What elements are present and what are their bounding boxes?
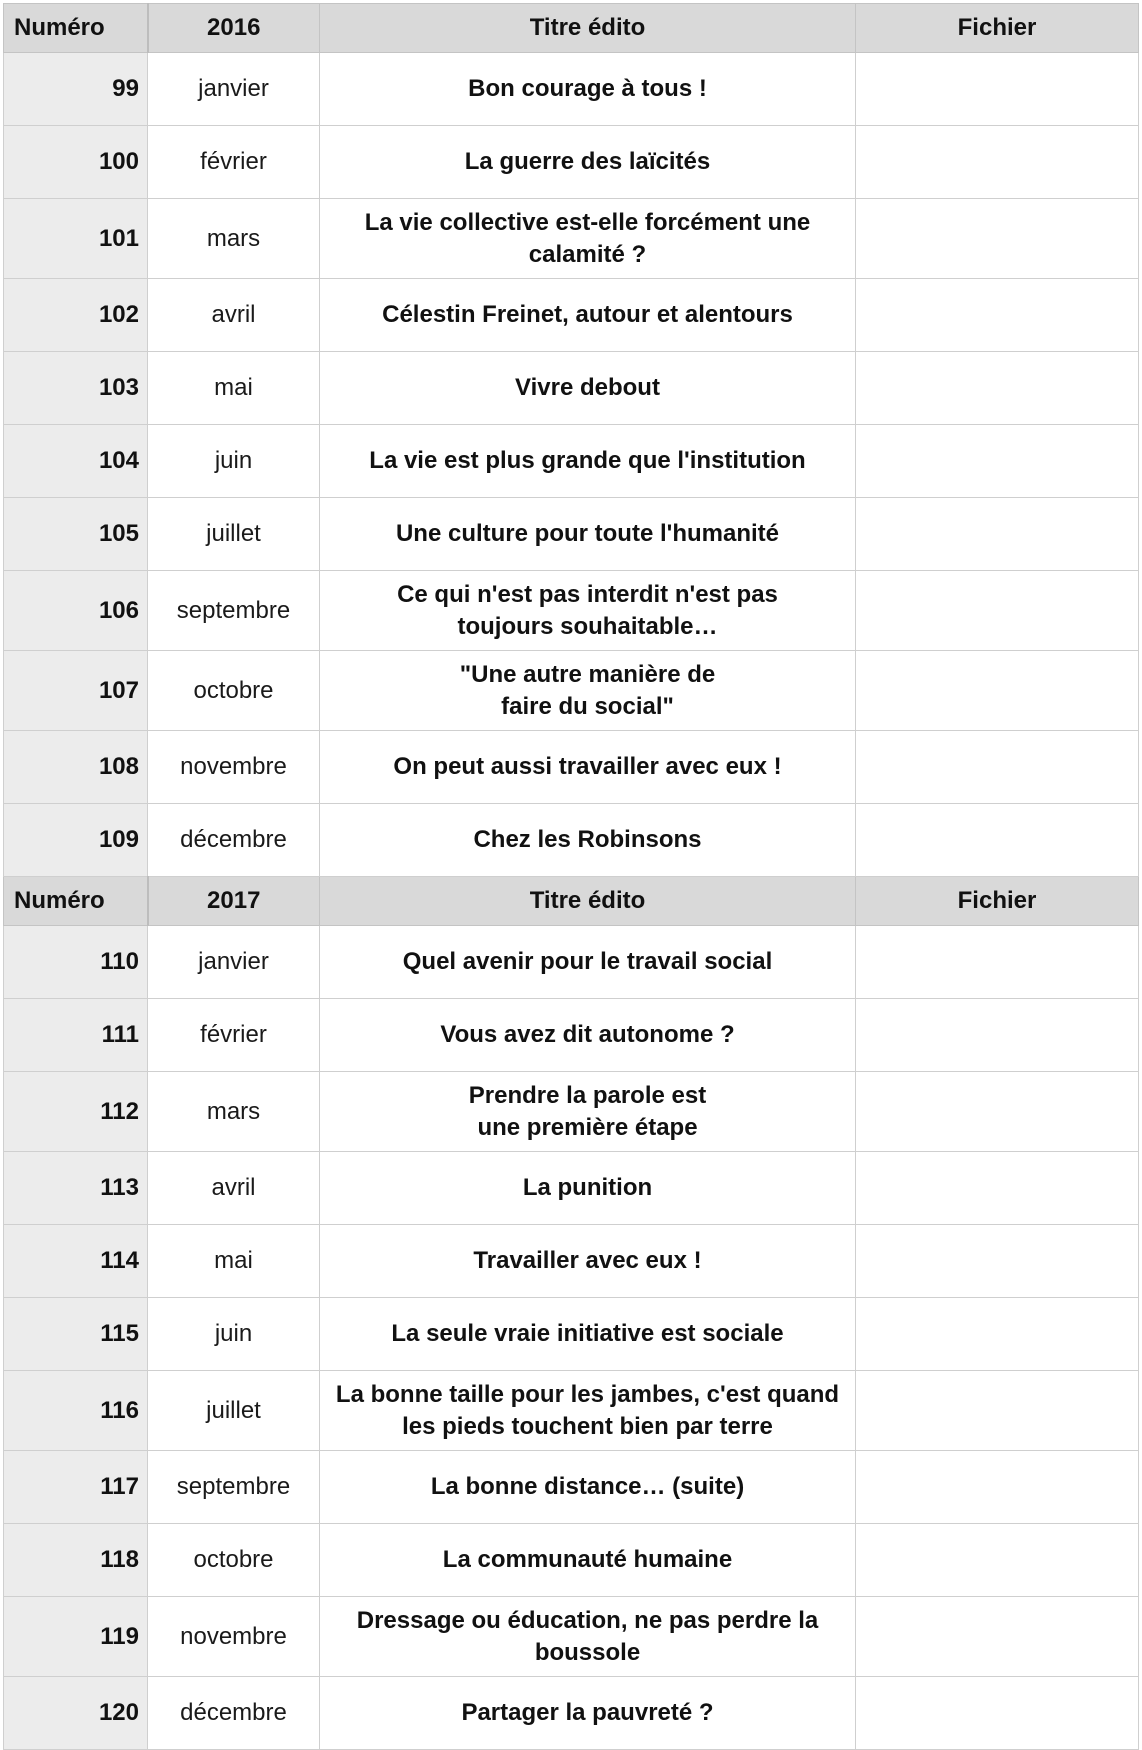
cell-title[interactable]: Chez les Robinsons [320, 804, 856, 877]
cell-file[interactable] [856, 53, 1139, 126]
table-row [4, 1524, 1139, 1597]
cell-month[interactable]: juin [148, 1298, 320, 1371]
cell-numero[interactable]: 115 [4, 1298, 148, 1371]
cell-title[interactable]: Quel avenir pour le travail social [320, 926, 856, 999]
cell-title[interactable]: Vivre debout [320, 352, 856, 425]
table-row [4, 571, 1139, 651]
edito-spreadsheet [3, 3, 1138, 1750]
cell-file[interactable] [856, 1298, 1139, 1371]
cell-file[interactable] [856, 498, 1139, 571]
table-row [4, 498, 1139, 571]
cell-numero[interactable]: 120 [4, 1677, 148, 1750]
cell-numero[interactable]: 116 [4, 1371, 148, 1451]
cell-title[interactable]: Dressage ou éducation, ne pas perdre la boussole [320, 1597, 856, 1677]
cell-month[interactable]: septembre [148, 1451, 320, 1524]
cell-month[interactable]: septembre [148, 571, 320, 651]
cell-file[interactable] [856, 999, 1139, 1072]
cell-file[interactable] [856, 279, 1139, 352]
cell-title[interactable]: Ce qui n'est pas interdit n'est pas toujours souhaitable… [320, 571, 856, 651]
edito-table [3, 3, 1139, 1750]
cell-numero[interactable]: 118 [4, 1524, 148, 1597]
table-row [4, 1451, 1139, 1524]
cell-file[interactable] [856, 1451, 1139, 1524]
header-year[interactable]: 2017 [148, 877, 320, 926]
cell-file[interactable] [856, 1524, 1139, 1597]
cell-file[interactable] [856, 1152, 1139, 1225]
cell-file[interactable] [856, 1677, 1139, 1750]
cell-title[interactable]: On peut aussi travailler avec eux ! [320, 731, 856, 804]
table-row [4, 1298, 1139, 1371]
table-row [4, 1152, 1139, 1225]
cell-title[interactable]: La punition [320, 1152, 856, 1225]
cell-month[interactable]: février [148, 126, 320, 199]
cell-month[interactable]: avril [148, 1152, 320, 1225]
header-year[interactable]: 2016 [148, 4, 320, 53]
table-row [4, 352, 1139, 425]
header-titre-edito[interactable]: Titre édito [320, 877, 856, 926]
cell-title[interactable]: Vous avez dit autonome ? [320, 999, 856, 1072]
table-row [4, 1072, 1139, 1152]
table-row [4, 926, 1139, 999]
cell-numero[interactable]: 114 [4, 1225, 148, 1298]
cell-file[interactable] [856, 199, 1139, 279]
cell-numero[interactable]: 109 [4, 804, 148, 877]
cell-numero[interactable]: 100 [4, 126, 148, 199]
header-fichier[interactable]: Fichier [856, 4, 1139, 53]
cell-numero[interactable]: 119 [4, 1597, 148, 1677]
cell-title[interactable]: La vie est plus grande que l'institution [320, 425, 856, 498]
table-row [4, 731, 1139, 804]
cell-numero[interactable]: 108 [4, 731, 148, 804]
cell-file[interactable] [856, 651, 1139, 731]
cell-file[interactable] [856, 425, 1139, 498]
cell-title[interactable]: Une culture pour toute l'humanité [320, 498, 856, 571]
cell-numero[interactable]: 106 [4, 571, 148, 651]
cell-month[interactable]: octobre [148, 1524, 320, 1597]
cell-numero[interactable]: 99 [4, 53, 148, 126]
cell-month[interactable]: janvier [148, 926, 320, 999]
cell-title[interactable]: Partager la pauvreté ? [320, 1677, 856, 1750]
cell-month[interactable]: juillet [148, 1371, 320, 1451]
cell-numero[interactable]: 101 [4, 199, 148, 279]
table-row [4, 1677, 1139, 1750]
cell-month[interactable]: novembre [148, 1597, 320, 1677]
table-row [4, 53, 1139, 126]
cell-month[interactable]: décembre [148, 1677, 320, 1750]
header-fichier[interactable]: Fichier [856, 877, 1139, 926]
header-numero[interactable]: Numéro [4, 877, 148, 926]
cell-month[interactable]: juin [148, 425, 320, 498]
cell-title[interactable]: Célestin Freinet, autour et alentours [320, 279, 856, 352]
header-titre-edito[interactable]: Titre édito [320, 4, 856, 53]
table-row [4, 1371, 1139, 1451]
cell-title[interactable]: "Une autre manière de faire du social" [320, 651, 856, 731]
cell-file[interactable] [856, 731, 1139, 804]
cell-numero[interactable]: 107 [4, 651, 148, 731]
cell-title[interactable]: La seule vraie initiative est sociale [320, 1298, 856, 1371]
cell-month[interactable]: décembre [148, 804, 320, 877]
cell-numero[interactable]: 117 [4, 1451, 148, 1524]
cell-numero[interactable]: 103 [4, 352, 148, 425]
cell-file[interactable] [856, 352, 1139, 425]
table-row [4, 199, 1139, 279]
cell-month[interactable]: mars [148, 199, 320, 279]
table-row [4, 1597, 1139, 1677]
table-row [4, 425, 1139, 498]
cell-file[interactable] [856, 1225, 1139, 1298]
cell-title[interactable]: La communauté humaine [320, 1524, 856, 1597]
table-row [4, 999, 1139, 1072]
table-row [4, 1225, 1139, 1298]
cell-numero[interactable]: 112 [4, 1072, 148, 1152]
cell-title[interactable]: Prendre la parole est une première étape [320, 1072, 856, 1152]
cell-month[interactable]: mai [148, 1225, 320, 1298]
table-row [4, 279, 1139, 352]
cell-file[interactable] [856, 804, 1139, 877]
table-row [4, 126, 1139, 199]
cell-title[interactable]: La vie collective est-elle forcément une calamité ? [320, 199, 856, 279]
cell-file[interactable] [856, 1371, 1139, 1451]
header-numero[interactable]: Numéro [4, 4, 148, 53]
cell-file[interactable] [856, 926, 1139, 999]
cell-file[interactable] [856, 571, 1139, 651]
cell-title[interactable]: Travailler avec eux ! [320, 1225, 856, 1298]
cell-month[interactable]: octobre [148, 651, 320, 731]
cell-numero[interactable]: 113 [4, 1152, 148, 1225]
cell-month[interactable]: juillet [148, 498, 320, 571]
cell-month[interactable]: janvier [148, 53, 320, 126]
cell-title[interactable]: La bonne distance… (suite) [320, 1451, 856, 1524]
table-row [4, 804, 1139, 877]
cell-numero[interactable]: 111 [4, 999, 148, 1072]
cell-month[interactable]: février [148, 999, 320, 1072]
cell-title[interactable]: La bonne taille pour les jambes, c'est quand les pieds touchent bien par terre [320, 1371, 856, 1451]
cell-file[interactable] [856, 126, 1139, 199]
cell-numero[interactable]: 110 [4, 926, 148, 999]
cell-month[interactable]: mai [148, 352, 320, 425]
table-row [4, 651, 1139, 731]
cell-title[interactable]: La guerre des laïcités [320, 126, 856, 199]
header-row-2016 [4, 4, 1139, 53]
cell-file[interactable] [856, 1072, 1139, 1152]
cell-month[interactable]: avril [148, 279, 320, 352]
cell-numero[interactable]: 102 [4, 279, 148, 352]
cell-month[interactable]: mars [148, 1072, 320, 1152]
cell-file[interactable] [856, 1597, 1139, 1677]
cell-numero[interactable]: 105 [4, 498, 148, 571]
cell-title[interactable]: Bon courage à tous ! [320, 53, 856, 126]
header-row-2017 [4, 877, 1139, 926]
cell-month[interactable]: novembre [148, 731, 320, 804]
cell-numero[interactable]: 104 [4, 425, 148, 498]
